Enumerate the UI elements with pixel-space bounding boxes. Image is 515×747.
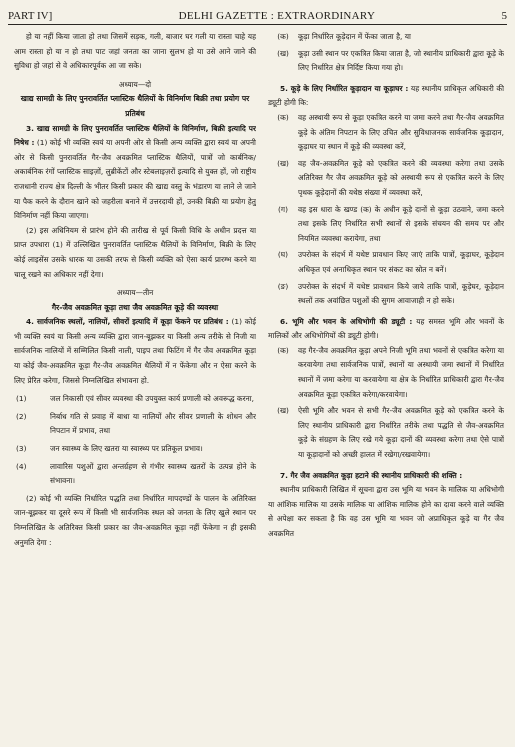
left-column xyxy=(14,30,256,743)
list-item-label: (2) xyxy=(16,411,27,421)
section-4-paragraph xyxy=(14,315,256,388)
list-item-text: वह अस्थायी रूप से कूड़ा एकत्रित करने या जमा करने तथा गैर-जैव अवक्रमित कूड़े के अंतिम निपटान के लिए उचित और सुविधाजनक सार्वजनिक कूड़ादान, कूड़ाघर या स्थान में कूड़े की व्यवस्था करें, xyxy=(298,112,504,152)
list-item-label: (घ) xyxy=(277,250,289,260)
list-item-text: जन स्वास्थ्य के लिए खतरा या स्वास्थ्य पर प्रतिकूल प्रभाव। xyxy=(50,444,203,454)
list-item xyxy=(14,410,256,439)
list-item-text: कूड़ा उसी स्थान पर एकत्रित किया जाता है, जो स्थानीय प्राधिकारी द्वारा कूड़े के लिए निर्धारित क्षेत्र निर्दिष्ट किया गया हो। xyxy=(298,48,504,73)
list-item xyxy=(268,404,504,462)
list-item-label: (1) xyxy=(16,394,27,404)
list-item-label: (ख) xyxy=(277,406,289,416)
list-item-label: (क) xyxy=(277,112,289,122)
chapter-three-title: अध्याय—तीन xyxy=(116,288,154,298)
list-item xyxy=(14,460,256,489)
gazette-title: DELHI GAZETTE : EXTRAORDINARY xyxy=(178,10,376,22)
section-3-text: (1) कोई भी व्यक्ति स्वयं या अपनी ओर से किसी अन्य व्यक्ति द्वारा स्वयं या अपनी ओर से किसी पुनरावर्तित गैर-जैव अवक्रमित प्लास्टिक थैलियों, पात्रों जो कार्बनिक/अकार्बनिक रंगों प्लास्टिक साइज़ों, लुब्रीकेंटों और स्टेबलाइज़रों इत्यादि से युक्त हों, जो राष्ट्रीय राजधानी राज्य क्षेत्र दिल्ली के भीतर किसी प्रकार की खाद्य वस्तु के भंडारण या लाने ले जाने या पैक करने के दौरान खाने को जहरीला बनाने में उत्तरदायी हों, उनकी बिक्री या प्रयोग हेतु विनिर्माण नहीं किया जाएगा। xyxy=(14,138,256,221)
list-item xyxy=(268,157,504,201)
page-header xyxy=(8,4,507,25)
list-item-text: वह इस धारा के खण्ड (क) के अधीन कूड़े दानों से कूड़ा उठवाने, जमा करने तथा इसके लिए निर्धारित सभी स्थानों से इसके संचयन की समय पर और नियमित व्यवस्था करायेगा, तथा xyxy=(298,204,504,243)
list-item-text: ऐसी भूमि और भवन से सभी गैर-जैव अवक्रमित कूड़े को एकत्रित करने के लिए स्थानीय प्राधिकारी द्वारा निर्धारित तरीके तथा पद्धति से जैव-अवक्रमित कूड़े के संग्रहण के लिए रखे गये कूड़ा दानों की व्यवस्था करेगा तथा ऐसे पात्रों या कूड़ादानों को अच्छी हालत में रखेगा/रखवायेगा। xyxy=(298,406,504,460)
continued-paragraph: हो या नहीं किया जाता हो तथा जिसमें सड़क, गली, बाजार घर गली या रास्ता चाहे यह आम रास्ता हो या न हो तथा पाट जहां जनता का जाना सुलभ हो या उसे आने जाने की सुविधा हो जहां से वे अधिकारपूर्वक आ जा सके। xyxy=(14,32,256,71)
list-item xyxy=(268,30,504,45)
list-item-label: (ग) xyxy=(278,204,288,214)
list-item xyxy=(268,203,504,247)
list-item-label: (ङ) xyxy=(277,281,289,291)
section-4-title: 4. सार्वजनिक स्थलों, नालियों, सीवरों इत्यादि में कूड़ा फेंकने पर प्रतिबंध : xyxy=(26,317,229,327)
list-item-text: वह जैव-अवक्रमित कूड़े को एकत्रित करने की व्यवस्था करेगा तथा उसके अतिरिक्त गैर जैव अवक्रमित कूड़े को अस्थायी रूप से एकत्रित करने के लिए पृथक कूड़ेदानों की यथेष्ठ संख्या में व्यवस्था करें, xyxy=(298,158,504,197)
list-item-text: कूड़ा निर्धारित कूड़ेदान में फेंका जाता है, या xyxy=(298,32,411,41)
list-item-text: निर्बाध गति से प्रवाह में बाधा या नालियों और सीवर प्रणाली के शोधन और निपटान में प्रभाव, तथा xyxy=(50,411,256,436)
list-item-label: (ख) xyxy=(277,158,289,168)
list-item xyxy=(14,442,256,457)
list-item-text: जल निकासी एवं सीवर व्यवस्था की उपयुक्त कार्य प्रणाली को अवरूद्ध करना, xyxy=(50,394,255,404)
chapter-two-title: अध्याय—दो xyxy=(118,79,152,89)
list-item-label: (3) xyxy=(16,444,27,454)
part-label: PART IV] xyxy=(8,10,53,22)
list-item-text: लावारिस पशुओं द्वारा अन्तर्ग्रहण से गंभीर स्वास्थ्य खतरों के उत्पन्न होने के संभावना। xyxy=(50,461,256,486)
section-6-text: यह समस्त भूमि और भवनों के मालिकों और अधिभोगियों की ड्यूटी होगी। xyxy=(268,316,504,341)
section-5-text: यह स्थानीय प्राधिकृत अधिकारी की ड्यूटी होगी कि: xyxy=(268,83,504,108)
list-item-label: (ख) xyxy=(277,48,289,58)
section-5-paragraph xyxy=(268,82,504,111)
page-number: 5 xyxy=(501,10,507,22)
list-item-text: उपरोक्त के संदर्भ में यथेष्ट प्रावधान किए जाएं ताकि पात्रों, कूड़ाघर, कूड़ेदान अधिकृत एवं अनाधिकृत स्थान पर संकट का स्रोत न बनें। xyxy=(298,250,504,274)
list-item-label: (क) xyxy=(277,345,289,355)
right-column xyxy=(268,30,504,743)
section-6-title: 6. भूमि और भवन के अधिभोगी की ड्यूटी : xyxy=(280,316,413,326)
section-4-sub2: (2) कोई भी व्यक्ति निर्धारित पद्धति तथा निर्धारित मापदण्डों के पालन के अतिरिक्त जान-बूझकर या दूसरे रूप में किसी भी सार्वजनिक स्थल को जनता के लिए खुले स्थान पर निम्नलिखित के अतिरिक्त किसी प्रकार का जैव-अवक्रमित कूड़ा नहीं फेंकेगा न ही इसकी अनुमति देगा : xyxy=(14,493,256,547)
section-3-sub2: (2) इस अधिनियम से प्रारंभ होने की तारीख से पूर्व किसी विधि के अधीन प्रदत्त या प्राप्त उपधारा (1) में उल्लिखित पुनरावर्तित प्लास्टिक थैलियों के विनिर्माण, बिक्री के लिए कोई लाइसेंस उसके धारक या उसकी तरफ से किसी व्यक्ति को ऐसा कार्य प्रारम्भ करने या चालू रखने का अधिकार नहीं देगा। xyxy=(14,225,256,279)
section-7-text: स्थानीय प्राधिकारी लिखित में सूचना द्वारा उस भूमि या भवन के मालिक या अधिभोगी या आंशिक मालिक या उसके मालिक या आंशिक मालिक होने का दावा करने वाले व्यक्ति से अपेक्षा कर सकता है कि वह उस भूमि या भवन जो अप्राधिकृत कूड़े या गैर जैव अवक्रमित xyxy=(268,485,504,538)
section-5-title: 5. कूड़े के लिए निर्धारित कूड़ादान या कूड़ाघर : xyxy=(280,83,409,93)
list-item xyxy=(268,280,504,309)
chapter-three-heading: गैर-जैव अवक्रमित कूड़ा तथा जैव अवक्रमित कूड़े की व्यवस्था xyxy=(51,302,219,312)
list-item xyxy=(268,47,504,76)
section-3-title: 3. खाद्य सामग्री के लिए पुनरावर्तित प्लास्टिक थैलियों के विनिर्माण, बिक्री इत्यादि पर निषेध : xyxy=(14,123,256,148)
chapter-two-heading: खाद्य सामग्री के लिए पुनरावर्तित प्लास्टिक थैलियों के विनिर्माण बिक्री तथा प्रयोग पर प्रतिबंध xyxy=(20,94,250,118)
list-item xyxy=(268,111,504,155)
section-6-paragraph xyxy=(268,315,504,344)
list-item xyxy=(14,392,256,407)
list-item-label: (क) xyxy=(277,32,289,41)
section-7-heading: 7. गैर जैव अवक्रमित कूड़ा हटाने की स्थानीय प्राधिकारी की शक्ति : xyxy=(280,470,463,480)
list-item xyxy=(268,344,504,402)
section-3-paragraph xyxy=(14,122,256,224)
list-item-text: उपरोक्त के संदर्भ में यथेष्ट प्रावधान किये जाये ताकि पात्रों, कूड़ेघर, कूड़ेदान स्थलों तक अवांछित पशुओं की सुगम आवाजाही न हो सके। xyxy=(298,281,504,306)
list-item-label: (4) xyxy=(16,461,27,471)
section-4-text: (1) कोई भी व्यक्ति स्वयं या किसी अन्य व्यक्ति द्वारा जान-बूझकर या किसी अन्य तरीके से निजी या सार्वजनिक नालियों में सम्मिलित किसी नाली, पाइप तथा फिटिंग में गैर जैव अवक्रमित कूड़ा या कोई जैव-अवक्रमित कूड़ा गैर-जैव अवक्रमित थैलियों में न फेंकेगा और न ऐसा करने के लिए प्रेरित करेगा, जिससे निम्नलिखित संभावना हो. xyxy=(14,317,256,385)
list-item-text: वह गैर-जैव अवक्रमित कूड़ा अपने निजी भूमि तथा भवनों से एकत्रित करेगा या करवायेगा तथा सार्वजनिक पात्रों, स्थानों या अस्थायी जमा स्थानों में निर्धारित स्थानों में जमा करेगा या करवायेगा या क्षेत्र के निर्धारित प्राधिकारी द्वारा गैर-जैव अवक्रमित कूड़ा एकत्रित करेगा/करवायेगा। xyxy=(298,345,504,399)
list-item xyxy=(268,248,504,277)
